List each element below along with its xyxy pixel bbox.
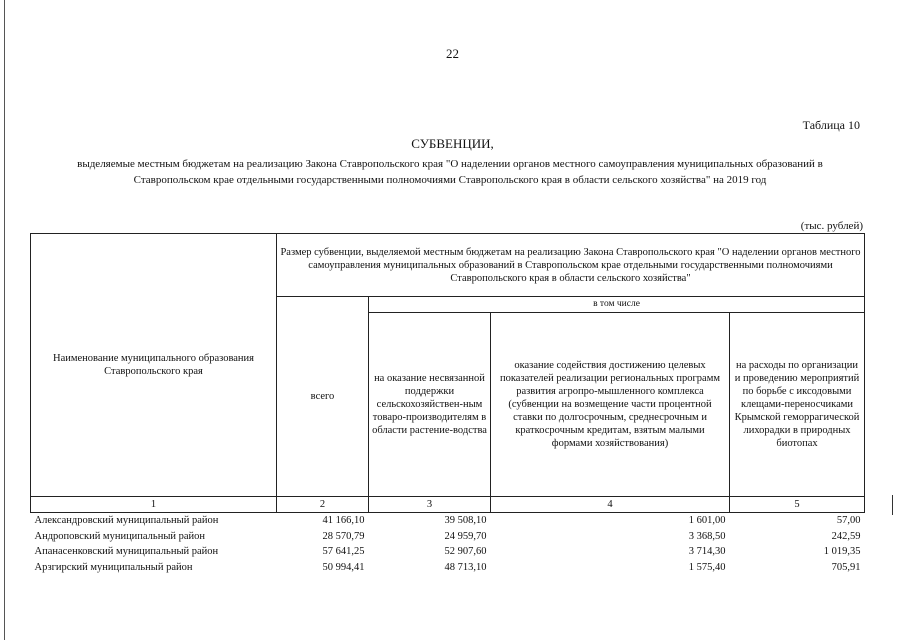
document-title: СУБВЕНЦИИ,	[411, 136, 494, 151]
column-number: 4	[491, 497, 730, 513]
subsidy-table	[30, 233, 865, 575]
table-row	[31, 544, 865, 560]
col5-value: 705,91	[831, 561, 861, 573]
column-number: 5	[730, 497, 865, 513]
col3-value: 52 907,60	[444, 546, 487, 557]
col4-value: 3 714,30	[688, 546, 726, 557]
total-value: 57 641,25	[322, 546, 365, 557]
column-number: 3	[369, 497, 491, 513]
header-subsidy-size: Размер субвенции, выделяемой местным бюджетам на реализацию Закона Ставропольского края "О наделении органов местного самоуправления муниципальных образований в Ставропольском крае отдельными государственными полномочиями Ставропольского края в области сельского хозяйства"	[277, 234, 865, 297]
col3-value: 48 713,10	[444, 561, 487, 573]
col5-value: 1 019,35	[823, 546, 861, 557]
col4-value: 1 601,00	[688, 515, 726, 526]
document-subtitle	[30, 156, 870, 188]
municipality-name: Апанасенковский муниципальный район	[34, 546, 219, 557]
table-row	[31, 529, 865, 545]
col3-value: 39 508,10	[444, 515, 487, 526]
header-col3: на оказание несвязанной поддержки сельскохозяйствен-ным товаро-производителям в области растение-водства	[369, 313, 491, 497]
col5-value: 242,59	[831, 530, 861, 542]
units-label: (тыс. рублей)	[800, 220, 863, 232]
header-col5: на расходы по организации и проведению мероприятий по борьбе с иксодовыми клещами-переносчиками Крымской геморрагической лихорадки в природных биотопах	[730, 313, 865, 497]
subtitle-line: выделяемые местным бюджетам на реализацию Закона Ставропольского края "О наделении органов местного самоуправления муниципальных образований в	[77, 158, 823, 170]
subtitle-line: Ставропольском крае отдельными государственными полномочиями Ставропольского края в области сельского хозяйства" на 2019 год	[133, 174, 767, 186]
col3-value: 24 959,70	[444, 530, 487, 542]
col4-value: 3 368,50	[688, 530, 726, 542]
total-value: 28 570,79	[322, 530, 365, 542]
header-municipality: Наименование муниципального образования Ставропольского края	[31, 234, 277, 497]
scan-edge-line	[892, 495, 893, 515]
table-row	[31, 560, 865, 576]
header-col4: оказание содействия достижению целевых показателей реализации региональных программ развития агропро-мышленного комплекса (субвенции на возмещение части процентной ставки по долгосрочным, среднесрочным и краткосрочным кредитам, взятым малыми формами хозяйствования)	[491, 313, 730, 497]
table-label: Таблица 10	[802, 118, 860, 132]
col4-value: 1 575,40	[688, 561, 726, 573]
column-number: 1	[31, 497, 277, 513]
col5-value: 57,00	[836, 515, 861, 526]
column-number: 2	[277, 497, 369, 513]
municipality-name: Александровский муниципальный район	[34, 515, 219, 526]
municipality-name: Андроповский муниципальный район	[34, 530, 206, 542]
table-row	[31, 513, 865, 529]
header-total: всего	[277, 297, 369, 497]
municipality-name: Арзгирский муниципальный район	[34, 561, 193, 573]
total-value: 50 994,41	[322, 561, 365, 573]
scan-edge-line	[4, 0, 5, 640]
header-including: в том числе	[369, 297, 865, 313]
page-number: 22	[446, 46, 459, 61]
total-value: 41 166,10	[322, 515, 365, 526]
